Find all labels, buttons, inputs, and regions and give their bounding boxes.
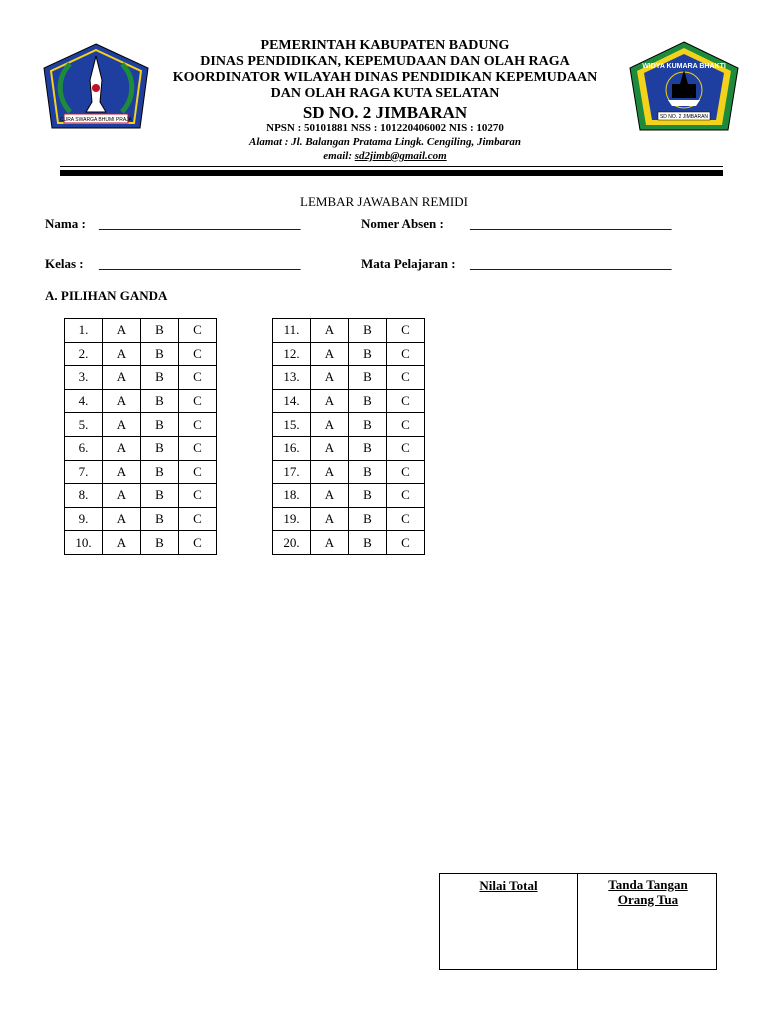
logo-left-banner-text: CURA SWARGA BHUMI PRAJA: [59, 117, 133, 123]
option-b[interactable]: B: [141, 531, 179, 555]
question-number: 10.: [65, 531, 103, 555]
question-number: 4.: [65, 389, 103, 413]
option-b[interactable]: B: [141, 389, 179, 413]
option-b[interactable]: B: [349, 389, 387, 413]
header-divider-thick: [60, 170, 723, 176]
question-number: 9.: [65, 507, 103, 531]
table-row: [273, 531, 425, 555]
option-b[interactable]: B: [349, 460, 387, 484]
option-b[interactable]: B: [349, 484, 387, 508]
table-row: [65, 507, 217, 531]
option-b[interactable]: B: [349, 507, 387, 531]
question-number: 2.: [65, 342, 103, 366]
question-number: 15.: [273, 413, 311, 437]
table-row: [273, 413, 425, 437]
answer-table-11-20: [272, 318, 425, 555]
widya-kumara-bhakti-emblem-icon: [628, 40, 740, 132]
option-a[interactable]: A: [103, 436, 141, 460]
mata-pelajaran-field[interactable]: _______________________________: [470, 256, 672, 271]
school-name: SD NO. 2 JIMBARAN: [302, 103, 468, 122]
option-c[interactable]: C: [179, 436, 217, 460]
logo-right-arc-text: WIDYA KUMARA BHAKTI: [642, 63, 726, 70]
table-row: [65, 319, 217, 343]
option-a[interactable]: A: [311, 484, 349, 508]
header-government: PEMERINTAH KABUPATEN BADUNG: [260, 38, 510, 53]
option-c[interactable]: C: [179, 366, 217, 390]
question-number: 16.: [273, 436, 311, 460]
option-a[interactable]: A: [311, 436, 349, 460]
option-a[interactable]: A: [103, 366, 141, 390]
nama-label: Nama :: [45, 216, 86, 231]
option-c[interactable]: C: [179, 413, 217, 437]
option-b[interactable]: B: [349, 319, 387, 343]
option-a[interactable]: A: [311, 342, 349, 366]
table-row: [273, 319, 425, 343]
option-a[interactable]: A: [103, 531, 141, 555]
question-number: 19.: [273, 507, 311, 531]
table-row: [65, 460, 217, 484]
option-a[interactable]: A: [311, 531, 349, 555]
option-b[interactable]: B: [349, 436, 387, 460]
option-c[interactable]: C: [179, 342, 217, 366]
email-label: email:: [323, 150, 355, 162]
option-c[interactable]: C: [387, 507, 425, 531]
option-c[interactable]: C: [179, 507, 217, 531]
option-a[interactable]: A: [103, 484, 141, 508]
form-title: LEMBAR JAWABAN REMIDI: [300, 194, 468, 209]
option-b[interactable]: B: [349, 342, 387, 366]
logo-right-banner-text: SD NO. 2 JIMBARAN: [659, 114, 709, 120]
school-address: Alamat : Jl. Balangan Pratama Lingk. Cengiling, Jimbaran: [249, 136, 521, 148]
answer-table-1-10: [64, 318, 217, 555]
option-a[interactable]: A: [311, 413, 349, 437]
question-number: 5.: [65, 413, 103, 437]
email-link[interactable]: sd2jimb@gmail.com: [354, 150, 447, 162]
question-number: 14.: [273, 389, 311, 413]
badung-regency-emblem-icon: [40, 40, 152, 132]
table-row: [65, 531, 217, 555]
option-c[interactable]: C: [387, 531, 425, 555]
option-a[interactable]: A: [103, 342, 141, 366]
option-b[interactable]: B: [141, 366, 179, 390]
option-c[interactable]: C: [387, 436, 425, 460]
question-number: 17.: [273, 460, 311, 484]
option-a[interactable]: A: [103, 460, 141, 484]
option-c[interactable]: C: [387, 484, 425, 508]
question-number: 12.: [273, 342, 311, 366]
table-row: [65, 484, 217, 508]
option-a[interactable]: A: [311, 319, 349, 343]
option-c[interactable]: C: [179, 531, 217, 555]
header-divider-thin: [60, 166, 723, 167]
option-a[interactable]: A: [103, 389, 141, 413]
table-row: [273, 389, 425, 413]
table-row: [273, 366, 425, 390]
option-c[interactable]: C: [179, 389, 217, 413]
score-signature-box: [439, 873, 717, 970]
table-row: [273, 507, 425, 531]
option-a[interactable]: A: [311, 366, 349, 390]
option-a[interactable]: A: [103, 319, 141, 343]
header-coordinator: KOORDINATOR WILAYAH DINAS PENDIDIKAN KEPEMUDAAN: [172, 70, 598, 85]
option-a[interactable]: A: [103, 413, 141, 437]
option-c[interactable]: C: [387, 460, 425, 484]
table-row: [65, 366, 217, 390]
option-a[interactable]: A: [311, 389, 349, 413]
table-row: [273, 342, 425, 366]
option-c[interactable]: C: [387, 319, 425, 343]
table-row: [273, 436, 425, 460]
table-row: [273, 484, 425, 508]
option-a[interactable]: A: [311, 460, 349, 484]
option-b[interactable]: B: [141, 342, 179, 366]
nama-field[interactable]: _______________________________: [99, 216, 301, 231]
question-number: 8.: [65, 484, 103, 508]
option-c[interactable]: C: [387, 366, 425, 390]
school-ids: NPSN : 50101881 NSS : 101220406002 NIS : 10270: [266, 122, 504, 134]
question-number: 13.: [273, 366, 311, 390]
table-row: [65, 436, 217, 460]
option-a[interactable]: A: [311, 507, 349, 531]
question-number: 3.: [65, 366, 103, 390]
option-b[interactable]: B: [141, 460, 179, 484]
kelas-field[interactable]: _______________________________: [99, 256, 301, 271]
question-number: 7.: [65, 460, 103, 484]
option-b[interactable]: B: [141, 507, 179, 531]
option-c[interactable]: C: [179, 460, 217, 484]
option-c[interactable]: C: [387, 389, 425, 413]
option-b[interactable]: B: [141, 436, 179, 460]
mata-pelajaran-label: Mata Pelajaran :: [361, 256, 456, 271]
question-number: 18.: [273, 484, 311, 508]
kelas-label: Kelas :: [45, 256, 84, 271]
table-row: [65, 342, 217, 366]
option-c[interactable]: C: [387, 413, 425, 437]
question-number: 6.: [65, 436, 103, 460]
option-b[interactable]: B: [349, 366, 387, 390]
section-pilihan-ganda: A. PILIHAN GANDA: [45, 288, 168, 303]
question-number: 20.: [273, 531, 311, 555]
header-department: DINAS PENDIDIKAN, KEPEMUDAAN DAN OLAH RAGA: [200, 54, 570, 69]
option-c[interactable]: C: [179, 484, 217, 508]
table-row: [65, 389, 217, 413]
option-a[interactable]: A: [103, 507, 141, 531]
school-email-line: [150, 150, 620, 162]
header-region: DAN OLAH RAGA KUTA SELATAN: [270, 86, 500, 101]
option-b[interactable]: B: [141, 484, 179, 508]
option-b[interactable]: B: [141, 413, 179, 437]
table-row: [273, 460, 425, 484]
option-c[interactable]: C: [179, 319, 217, 343]
nilai-total-label: Nilai Total: [479, 878, 538, 893]
table-row: [65, 413, 217, 437]
question-number: 11.: [273, 319, 311, 343]
option-b[interactable]: B: [349, 413, 387, 437]
nomer-absen-label: Nomer Absen :: [361, 216, 444, 231]
tanda-tangan-label: Tanda Tangan Orang Tua: [608, 877, 688, 907]
nomer-absen-field[interactable]: _______________________________: [470, 216, 672, 231]
option-b[interactable]: B: [349, 531, 387, 555]
option-c[interactable]: C: [387, 342, 425, 366]
question-number: 1.: [65, 319, 103, 343]
option-b[interactable]: B: [141, 319, 179, 343]
